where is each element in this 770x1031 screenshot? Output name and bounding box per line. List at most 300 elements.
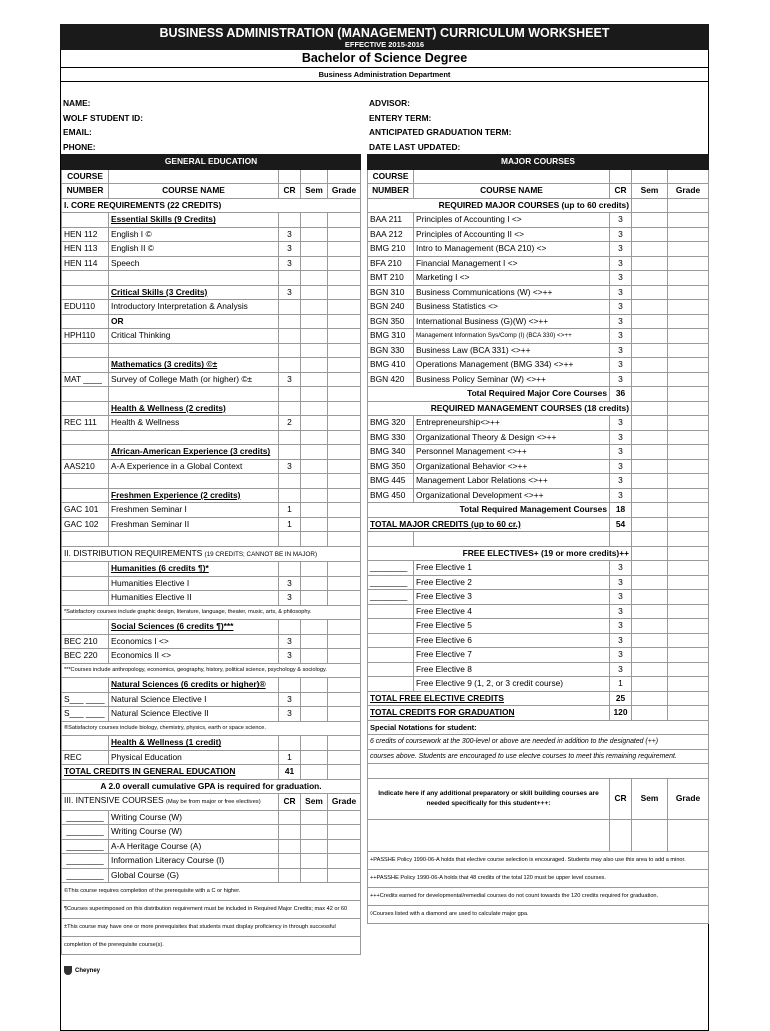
credits: 1 <box>279 750 301 765</box>
course-number <box>368 677 414 692</box>
total-gen-ed-value: 41 <box>279 765 301 780</box>
prep-course-entry[interactable] <box>368 819 610 851</box>
sem-cell[interactable] <box>301 459 328 474</box>
humanities-heading: Humanities (6 credits ¶)* <box>109 562 279 577</box>
course-name: Economics II <> <box>109 649 279 664</box>
sem-cell[interactable] <box>301 649 328 664</box>
grade-cell[interactable] <box>328 372 361 387</box>
credits: 3 <box>279 692 301 707</box>
sem-cell[interactable] <box>632 648 668 663</box>
credits: 3 <box>279 372 301 387</box>
grade-cell[interactable] <box>328 300 361 315</box>
sem-cell[interactable] <box>632 372 668 387</box>
grade-cell[interactable] <box>668 633 709 648</box>
grade-cell[interactable] <box>328 503 361 518</box>
course-name: Business Policy Seminar (W) <>++ <box>414 372 610 387</box>
special-note-2: courses above. Students are encouraged to use electve courses to meet this remaining requirement. <box>368 749 709 764</box>
sem-cell[interactable] <box>632 329 668 344</box>
grade-cell[interactable] <box>328 634 361 649</box>
worksheet <box>60 24 709 1031</box>
sem-cell[interactable] <box>632 445 668 460</box>
general-education-table <box>61 154 361 955</box>
right-footnote-3: +++Credits earned for developmental/remedial courses do not count towards the 120 credits required for graduation. <box>368 887 709 905</box>
table-row <box>368 242 709 257</box>
special-note-1: 6 credits of coursework at the 300-level or above are needed in addition to the designated (++) <box>368 735 709 750</box>
course-name: Business Communications (W) <>++ <box>414 285 610 300</box>
credits: 3 <box>610 445 632 460</box>
course-name: A-A Heritage Course (A) <box>109 839 279 854</box>
grade-cell[interactable] <box>668 416 709 431</box>
date-updated-field[interactable]: DATE LAST UPDATED: <box>369 141 461 152</box>
table-row <box>368 372 709 387</box>
table-row <box>62 692 361 707</box>
email-field[interactable]: EMAIL: <box>63 127 92 138</box>
major-section-title: MAJOR COURSES <box>368 155 709 170</box>
credits: 3 <box>610 619 632 634</box>
sem-cell[interactable] <box>632 314 668 329</box>
course-name: Organizational Theory & Design <>++ <box>414 430 610 445</box>
grade-cell[interactable] <box>328 854 361 869</box>
sem-cell[interactable] <box>301 839 328 854</box>
grade-cell[interactable] <box>328 416 361 431</box>
credits: 3 <box>610 488 632 503</box>
total-grad-value: 120 <box>610 706 632 721</box>
grade-cell[interactable] <box>328 868 361 883</box>
total-mgmt-value: 18 <box>610 503 632 518</box>
table-row <box>62 854 361 869</box>
sem-cell[interactable] <box>632 358 668 373</box>
credits: 3 <box>610 285 632 300</box>
table-row <box>368 604 709 619</box>
credits: 3 <box>610 575 632 590</box>
social-note: ***Courses include anthropology, economics, geography, history, political science, psychology & sociology. <box>62 663 361 678</box>
course-number: BAA 211 <box>368 213 414 228</box>
table-row <box>368 314 709 329</box>
indicate-line-1: Indicate here if any additional preparatory or skill building courses are <box>378 789 599 797</box>
course-number: GAC 101 <box>62 503 109 518</box>
right-column <box>367 96 708 924</box>
header-sem: Sem <box>301 794 328 811</box>
sem-cell[interactable] <box>632 430 668 445</box>
sem-cell[interactable] <box>301 242 328 257</box>
phone-field[interactable]: PHONE: <box>63 141 96 152</box>
shield-icon <box>64 966 72 975</box>
sem-cell[interactable] <box>301 750 328 765</box>
sem-cell[interactable] <box>301 825 328 840</box>
sem-cell[interactable] <box>301 372 328 387</box>
grade-cell[interactable] <box>668 372 709 387</box>
entry-term-field[interactable]: ENTERY TERM: <box>369 112 432 123</box>
credits: 3 <box>610 300 632 315</box>
special-notations-label: Special Notations for student: <box>368 720 709 735</box>
sem-cell[interactable] <box>632 590 668 605</box>
course-name: Natural Science Elective II <box>109 707 279 722</box>
humanities-note: *Satisfactory courses include graphic design, literature, language, theater, music, arts, & philosophy. <box>62 605 361 620</box>
course-name: Intro to Management (BCA 210) <> <box>414 242 610 257</box>
section-title: GENERAL EDUCATION <box>62 155 361 170</box>
table-row <box>62 372 361 387</box>
sem-cell[interactable] <box>632 256 668 271</box>
course-number: REC 111 <box>62 416 109 431</box>
sem-cell[interactable] <box>301 256 328 271</box>
sem-cell[interactable] <box>301 503 328 518</box>
credits: 3 <box>610 372 632 387</box>
course-name: Free Elective 1 <box>414 561 610 576</box>
credits: 3 <box>279 707 301 722</box>
course-number: HEN 114 <box>62 256 109 271</box>
course-number <box>368 604 414 619</box>
grade-cell[interactable] <box>668 488 709 503</box>
course-name: Free Elective 3 <box>414 590 610 605</box>
critical-skills-heading: Critical Skills (3 Credits) <box>109 285 279 300</box>
course-number: BAA 212 <box>368 227 414 242</box>
header-number: NUMBER <box>368 184 414 199</box>
course-name: Management Labor Relations <>++ <box>414 474 610 489</box>
sem-cell[interactable] <box>632 242 668 257</box>
header-cr: CR <box>610 778 632 819</box>
aa-heading: African-American Experience (3 credits) <box>109 445 279 460</box>
sem-cell[interactable] <box>301 576 328 591</box>
credits: 3 <box>279 591 301 606</box>
sem-cell[interactable] <box>632 300 668 315</box>
required-mgmt-heading: REQUIRED MANAGEMENT COURSES (18 credits) <box>368 401 632 416</box>
course-number: HEN 113 <box>62 242 109 257</box>
required-major-heading: REQUIRED MAJOR COURSES (up to 60 credits) <box>368 198 632 213</box>
credits: 3 <box>279 634 301 649</box>
sem-cell[interactable] <box>301 329 328 344</box>
course-number-blank[interactable]: ________ <box>62 810 109 825</box>
course-number <box>368 648 414 663</box>
sem-cell[interactable] <box>301 300 328 315</box>
degree-title: Bachelor of Science Degree <box>60 50 709 68</box>
course-number: BGN 330 <box>368 343 414 358</box>
table-row <box>62 459 361 474</box>
course-name: Free Elective 4 <box>414 604 610 619</box>
course-name: English I © <box>109 227 279 242</box>
total-major-value: 54 <box>610 517 632 532</box>
grade-cell[interactable] <box>328 750 361 765</box>
header-grade: Grade <box>328 184 361 199</box>
grade-cell[interactable] <box>668 343 709 358</box>
course-number-blank[interactable]: ________ <box>62 839 109 854</box>
course-number: S___ ____ <box>62 707 109 722</box>
course-number: BEC 220 <box>62 649 109 664</box>
course-name: Marketing I <> <box>414 271 610 286</box>
grade-cell[interactable] <box>668 459 709 474</box>
course-name: Business Statistics <> <box>414 300 610 315</box>
grade-cell[interactable] <box>328 256 361 271</box>
course-number: EDU110 <box>62 300 109 315</box>
credits: 1 <box>279 503 301 518</box>
credits: 3 <box>610 271 632 286</box>
table-row <box>62 810 361 825</box>
course-name: Speech <box>109 256 279 271</box>
course-number: BMG 210 <box>368 242 414 257</box>
grade-cell[interactable] <box>328 591 361 606</box>
grade-cell[interactable] <box>668 242 709 257</box>
credits: 3 <box>610 459 632 474</box>
course-name: Organizational Behavior <>++ <box>414 459 610 474</box>
course-name: Business Law (BCA 331) <>++ <box>414 343 610 358</box>
credits: 3 <box>610 662 632 677</box>
table-row <box>62 576 361 591</box>
name-field[interactable]: NAME: <box>63 98 91 108</box>
sem-cell[interactable] <box>632 488 668 503</box>
grade-cell[interactable] <box>328 227 361 242</box>
sem-cell[interactable] <box>301 692 328 707</box>
course-number-blank[interactable]: ________ <box>62 868 109 883</box>
intensive-note: (May be from major or free electives) <box>165 799 261 806</box>
sem-cell[interactable] <box>632 633 668 648</box>
mgmt-rows <box>368 416 709 503</box>
math-heading: Mathematics (3 credits) ©± <box>109 358 279 373</box>
grade-cell[interactable] <box>328 810 361 825</box>
grade-cell[interactable] <box>668 285 709 300</box>
sem-cell[interactable] <box>301 810 328 825</box>
sem-cell[interactable] <box>632 459 668 474</box>
table-row <box>368 358 709 373</box>
table-row <box>368 430 709 445</box>
header-cr: CR <box>610 184 632 199</box>
grade-cell[interactable] <box>668 648 709 663</box>
grade-cell[interactable] <box>668 358 709 373</box>
course-name: Physical Education <box>109 750 279 765</box>
table-row <box>62 416 361 431</box>
table-row <box>368 561 709 576</box>
table-row <box>62 825 361 840</box>
course-number: BGN 310 <box>368 285 414 300</box>
social-heading: Social Sciences (6 credits ¶)*** <box>109 620 279 635</box>
header-course: COURSE <box>62 169 109 184</box>
grade-cell[interactable] <box>668 677 709 692</box>
gpa-note: A 2.0 overall cumulative GPA is required for graduation. <box>62 779 361 794</box>
student-id-field[interactable]: WOLF STUDENT ID: <box>63 112 144 123</box>
credits: 3 <box>610 256 632 271</box>
total-mgmt-label: Total Required Management Courses <box>368 503 610 518</box>
footnote-4: completion of the prerequisite course(s). <box>62 937 361 955</box>
sem-cell[interactable] <box>301 416 328 431</box>
total-core-value: 36 <box>610 387 632 402</box>
sem-cell[interactable] <box>632 343 668 358</box>
course-name: Free Elective 9 (1, 2, or 3 credit course) <box>414 677 610 692</box>
course-number: BGN 240 <box>368 300 414 315</box>
or-label: OR <box>109 314 279 329</box>
grade-cell[interactable] <box>668 575 709 590</box>
credits: 3 <box>610 561 632 576</box>
grade-cell[interactable] <box>328 707 361 722</box>
table-row <box>62 707 361 722</box>
course-number-blank[interactable]: ________ <box>62 825 109 840</box>
table-row <box>368 590 709 605</box>
sem-cell[interactable] <box>632 677 668 692</box>
sem-cell[interactable] <box>632 416 668 431</box>
course-number: BMG 310 <box>368 329 414 344</box>
credits: 3 <box>610 416 632 431</box>
grade-cell[interactable] <box>668 590 709 605</box>
table-row <box>62 634 361 649</box>
course-number: S___ ____ <box>62 692 109 707</box>
course-number: BMG 445 <box>368 474 414 489</box>
sem-cell[interactable] <box>301 868 328 883</box>
table-row <box>368 633 709 648</box>
header-grade: Grade <box>668 184 709 199</box>
student-info <box>61 96 360 154</box>
table-row <box>62 868 361 883</box>
table-row <box>368 474 709 489</box>
table-row <box>368 488 709 503</box>
grade-cell[interactable] <box>668 445 709 460</box>
course-name: Free Elective 5 <box>414 619 610 634</box>
credits: 3 <box>610 648 632 663</box>
sem-cell[interactable] <box>301 707 328 722</box>
grade-cell[interactable] <box>328 329 361 344</box>
table-row <box>62 517 361 532</box>
table-row <box>368 329 709 344</box>
grade-cell[interactable] <box>668 619 709 634</box>
course-name: Free Elective 8 <box>414 662 610 677</box>
course-name: Financial Management I <> <box>414 256 610 271</box>
table-row <box>62 329 361 344</box>
course-number: ________ <box>368 561 414 576</box>
natural-note: ®Satisfactory courses include biology, chemistry, physics, earth or space science. <box>62 721 361 736</box>
grade-cell[interactable] <box>668 227 709 242</box>
table-row <box>62 591 361 606</box>
grade-cell[interactable] <box>328 576 361 591</box>
course-name: Principles of Accounting II <> <box>414 227 610 242</box>
table-row <box>368 213 709 228</box>
credits: 3 <box>610 242 632 257</box>
grade-cell[interactable] <box>668 430 709 445</box>
table-row <box>62 256 361 271</box>
effective-date: EFFECTIVE 2015-2016 <box>344 40 425 49</box>
grade-cell[interactable] <box>328 839 361 854</box>
grade-cell[interactable] <box>668 561 709 576</box>
grade-cell[interactable] <box>668 329 709 344</box>
course-name: Survey of College Math (or higher) ©± <box>109 372 279 387</box>
sem-cell[interactable] <box>301 854 328 869</box>
course-number: BGN 420 <box>368 372 414 387</box>
course-number: BEC 210 <box>62 634 109 649</box>
course-name: Economics I <> <box>109 634 279 649</box>
sem-cell[interactable] <box>632 662 668 677</box>
health2-heading: Health & Wellness (1 credit) <box>109 736 279 751</box>
credits: 3 <box>610 213 632 228</box>
right-footnote-2: ++PASSHE Policy 1990-06-A holds that 48 credits of the total 120 must be upper level courses. <box>368 869 709 887</box>
table-row <box>62 300 361 315</box>
table-row <box>62 750 361 765</box>
table-row <box>368 300 709 315</box>
credits: 3 <box>610 474 632 489</box>
grade-cell[interactable] <box>328 692 361 707</box>
page-title: BUSINESS ADMINISTRATION (MANAGEMENT) CURRICULUM WORKSHEET <box>159 26 610 40</box>
sem-cell[interactable] <box>632 575 668 590</box>
course-name: Critical Thinking <box>109 329 279 344</box>
course-name: Freshmen Seminar I <box>109 503 279 518</box>
sem-cell[interactable] <box>632 474 668 489</box>
course-number: HPH110 <box>62 329 109 344</box>
total-gen-ed-label: TOTAL CREDITS IN GENERAL EDUCATION <box>62 765 279 780</box>
grade-cell[interactable] <box>668 662 709 677</box>
sem-cell[interactable] <box>301 591 328 606</box>
sem-cell[interactable] <box>632 604 668 619</box>
course-name: Information Literacy Course (I) <box>109 854 279 869</box>
course-number: HEN 112 <box>62 227 109 242</box>
left-column <box>61 96 360 955</box>
course-name: English II © <box>109 242 279 257</box>
course-name: Management Information Sys/Comp (I) (BCA 330) <>++ <box>414 329 610 344</box>
grade-cell[interactable] <box>668 474 709 489</box>
course-number: BMG 320 <box>368 416 414 431</box>
sem-cell[interactable] <box>632 285 668 300</box>
course-name: Freshman Seminar II <box>109 517 279 532</box>
sem-cell[interactable] <box>301 634 328 649</box>
sem-cell[interactable] <box>301 517 328 532</box>
graduation-term-field[interactable]: ANTICIPATED GRADUATION TERM: <box>369 127 512 138</box>
course-number <box>368 662 414 677</box>
course-name: Natural Science Elective I <box>109 692 279 707</box>
table-row <box>368 619 709 634</box>
major-courses-table <box>367 154 709 924</box>
header-sem: Sem <box>632 778 668 819</box>
sem-cell[interactable] <box>632 561 668 576</box>
sem-cell[interactable] <box>632 271 668 286</box>
course-number: BGN 350 <box>368 314 414 329</box>
credits: 3 <box>279 242 301 257</box>
sem-cell[interactable] <box>632 227 668 242</box>
credits: 1 <box>610 677 632 692</box>
grade-cell[interactable] <box>328 649 361 664</box>
right-footnote-4: ◊Courses listed with a diamond are used to calculate major gpa. <box>368 905 709 923</box>
header-cr: CR <box>279 794 301 811</box>
course-number: REC <box>62 750 109 765</box>
course-number: BMG 340 <box>368 445 414 460</box>
course-number-blank[interactable]: ________ <box>62 854 109 869</box>
course-number: MAT ____ <box>62 372 109 387</box>
essential-skills-heading: Essential Skills (9 Credits) <box>109 213 279 228</box>
total-major-label: TOTAL MAJOR CREDITS (up to 60 cr.) <box>368 517 610 532</box>
course-number: BMT 210 <box>368 271 414 286</box>
grade-cell[interactable] <box>668 271 709 286</box>
credits: 1 <box>279 517 301 532</box>
header-sem: Sem <box>301 184 328 199</box>
advisor-field[interactable]: ADVISOR: <box>369 98 410 108</box>
course-number: BFA 210 <box>368 256 414 271</box>
sem-cell[interactable] <box>632 619 668 634</box>
grade-cell[interactable] <box>668 604 709 619</box>
grade-cell[interactable] <box>328 517 361 532</box>
grade-cell[interactable] <box>668 300 709 315</box>
grade-cell[interactable] <box>328 242 361 257</box>
credits: 3 <box>610 430 632 445</box>
sem-cell[interactable] <box>301 227 328 242</box>
spacer <box>60 82 709 96</box>
course-name: Writing Course (W) <box>109 825 279 840</box>
grade-cell[interactable] <box>328 825 361 840</box>
table-row <box>368 285 709 300</box>
table-row <box>368 648 709 663</box>
grade-cell[interactable] <box>668 213 709 228</box>
total-free-value: 25 <box>610 691 632 706</box>
course-name: Free Elective 6 <box>414 633 610 648</box>
grade-cell[interactable] <box>668 256 709 271</box>
credits: 3 <box>610 604 632 619</box>
header-course-name: COURSE NAME <box>109 184 279 199</box>
sem-cell[interactable] <box>632 213 668 228</box>
distribution-title: II. DISTRIBUTION REQUIREMENTS <box>64 547 203 558</box>
grade-cell[interactable] <box>328 459 361 474</box>
grade-cell[interactable] <box>668 314 709 329</box>
footnote-2: ¶Courses superimposed on this distribution requirement must be included in Required Major Credits; max 42 or 60 <box>62 901 361 919</box>
